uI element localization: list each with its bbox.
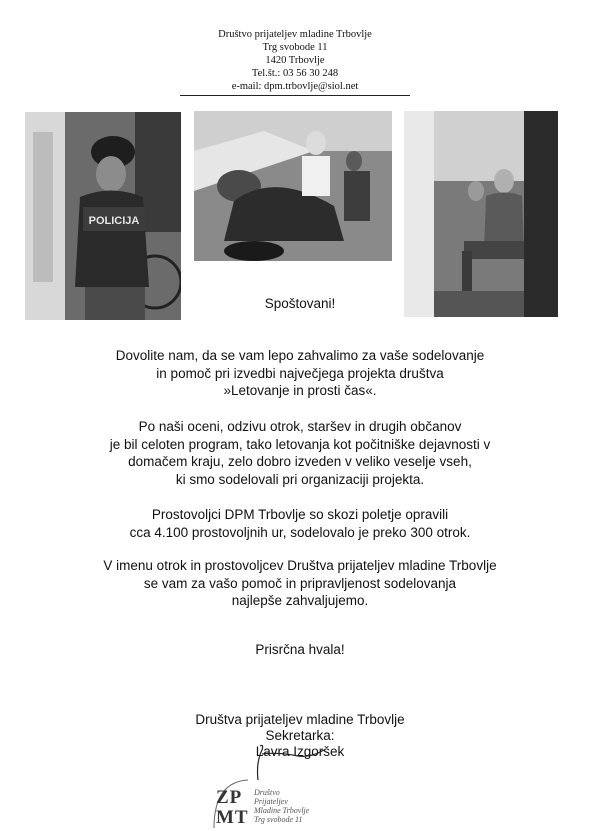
organization-stamp (208, 762, 348, 830)
letterhead (180, 28, 410, 96)
header-divider (180, 95, 410, 96)
text-line: se vam za vašo pomoč in pripravljenost sodelovanja (143, 575, 457, 591)
paragraph-evaluation (10, 418, 590, 488)
closing-line (10, 641, 590, 659)
paragraph-volunteers (10, 506, 590, 541)
signature-role: Sekretarka: (265, 728, 335, 743)
greeting: Spoštovani! (264, 296, 336, 311)
stamp-line: Društvo (254, 788, 280, 797)
text-line: V imenu otrok in prostovoljcev Društva prijateljev mladine Trbovlje (103, 558, 497, 573)
text-line: Prostovoljci DPM Trbovlje so skozi poletje opravili (151, 507, 449, 522)
signature-org: Društva prijateljev mladine Trbovlje (195, 712, 405, 727)
paragraph-thanks (10, 347, 590, 400)
org-name: Društvo prijateljev mladine Trbovlje (218, 29, 372, 40)
email: e-mail: dpm.trbovlje@siol.net (231, 81, 359, 92)
stamp-logo: ZP MT (216, 787, 249, 828)
photo-people-indoors (404, 111, 558, 317)
text-line: cca 4.100 prostovoljnih ur, sodelovalo je preko 300 otrok. (129, 524, 471, 540)
stamp-line: Trg svobode 11 (254, 815, 303, 824)
text-line: Po naši oceni, odzivu otrok, staršev in drugih občanov (138, 419, 462, 434)
photo-child-police-vest (25, 112, 181, 320)
stamp-line: Mladine Trbovlje (254, 806, 310, 815)
stamp-text (254, 788, 309, 824)
signature-name: Lavra Izgoršek (255, 744, 345, 759)
phone: Tel.št.: 03 56 30 248 (251, 68, 339, 79)
city: 1420 Trbovlje (265, 55, 325, 66)
text-line: ki smo sodelovali pri organizaciji projekta. (175, 471, 425, 487)
stamp-line: Prijateljev (254, 797, 288, 806)
text-line: domačem kraju, zelo dobro izveden v veliko veselje vseh, (128, 454, 472, 469)
paragraph-gratitude (10, 557, 590, 610)
closing-text: Prisrčna hvala! (255, 642, 345, 657)
text-line: najlepše zahvaljujemo. (231, 593, 369, 608)
text-line: in pomoč pri izvedbi največjega projekta društva (156, 365, 444, 381)
text-line: je bil celoten program, tako letovanja kot počitniške dejavnosti v (109, 436, 491, 452)
text-line: Dovolite nam, da se vam lepo zahvalimo za vaše sodelovanje (115, 348, 485, 363)
photo-children-motorbike (194, 111, 392, 261)
text-line: »Letovanje in prosti čas«. (223, 383, 377, 398)
street-address: Trg svobode 11 (262, 42, 328, 53)
vest-label: POLICIJA (88, 215, 140, 227)
